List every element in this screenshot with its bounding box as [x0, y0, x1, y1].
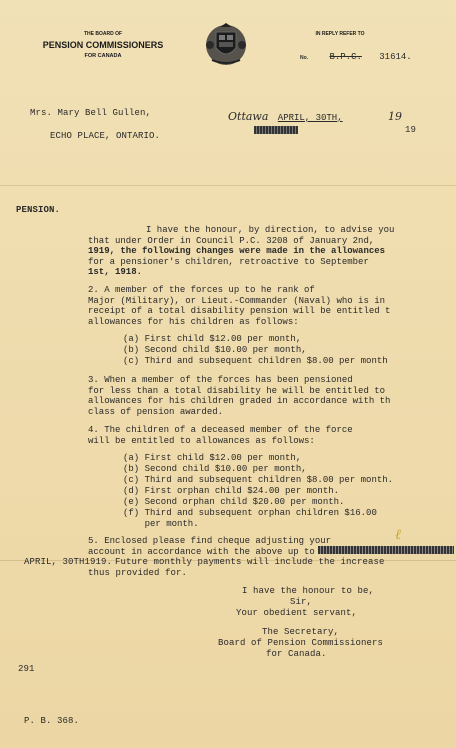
- ref-struck: B.P.C.: [329, 52, 362, 62]
- paragraph-4: 4. The children of a deceased member of the force will be entitled to allowances as follows:: [88, 425, 353, 446]
- paragraph-5: 5. Enclosed please find cheque adjusting your account in accordance with the above up to: [88, 536, 332, 557]
- board-small-label: THE BOARD OF: [83, 31, 123, 37]
- reply-refer-label: IN REPLY REFER TO: [315, 31, 365, 37]
- footer-pb: P. B. 368.: [24, 716, 80, 726]
- recipient-name: Mrs. Mary Bell Gullen,: [30, 108, 152, 118]
- signature-line2: Board of Pension Commissioners: [218, 638, 384, 648]
- para5-date-stamp: APRIL, 30TH1919.: [24, 557, 113, 567]
- letterhead-title: PENSION COMMISSIONERS: [42, 40, 164, 50]
- date-handwritten-city: Ottawa: [228, 110, 269, 123]
- footer-number: 291: [18, 664, 35, 674]
- para5-line4: thus provided for.: [88, 568, 188, 578]
- signature-line1: The Secretary,: [262, 627, 340, 637]
- para5-overstrike: [318, 546, 454, 554]
- list4-item-c: (c) Third and subsequent children $8.00 per month.: [123, 475, 394, 485]
- intro-paragraph: I have the honour, by direction, to advise you that under Order in Council P.C. 3208 of January 2nd, 1919, the following changes were made in the allowances for a pensioner's children, retroactive to September 1st, 1918.: [88, 225, 395, 277]
- ref-no-label: No.: [300, 55, 309, 61]
- subject-label: PENSION.: [16, 205, 61, 215]
- list2-item-c: (c) Third and subsequent children $8.00 per month: [123, 356, 388, 366]
- reference-number: [300, 52, 412, 62]
- closing-line2: Sir,: [290, 597, 313, 607]
- list4-item-e: (e) Second orphan child $20.00 per month.: [123, 497, 345, 507]
- ref-number: 31614.: [379, 52, 412, 62]
- para5-handwriting-icon: ℓ: [395, 527, 401, 543]
- list4-item-d: (d) First orphan child $24.00 per month.: [123, 486, 340, 496]
- list4-item-b: (b) Second child $10.00 per month,: [123, 464, 307, 474]
- closing-line1: I have the honour to be,: [242, 586, 375, 596]
- date-year-suffix: 19: [405, 125, 417, 135]
- list4-item-a: (a) First child $12.00 per month,: [123, 453, 302, 463]
- para5-line3: Future monthly payments will include the increase: [115, 557, 385, 567]
- date-overstrike: [254, 126, 298, 134]
- recipient-address: ECHO PLACE, ONTARIO.: [50, 131, 161, 141]
- date-typed: APRIL, 30TH,: [277, 113, 343, 123]
- list4-item-f-cont: per month.: [123, 519, 199, 529]
- paragraph-2: 2. A member of the forces up to he rank of Major (Military), or Lieut.-Commander (Naval) who is in receipt of a total disability pension will be entitled t allowances for his children as follows:: [88, 285, 391, 327]
- list2-item-b: (b) Second child $10.00 per month,: [123, 345, 307, 355]
- signature-line3: for Canada.: [266, 649, 327, 659]
- date-year-prefix: 19: [388, 110, 403, 123]
- coat-of-arms-icon: [203, 22, 249, 68]
- closing-line3: Your obedient servant,: [236, 608, 358, 618]
- list4-item-f: (f) Third and subsequent orphan children $16.00: [123, 508, 377, 518]
- date-line: [228, 110, 402, 123]
- paragraph-3: 3. When a member of the forces has been pensioned for less than a total disability he will be entitled to allowances for his children graded in accordance with th class of pension awarded.: [88, 375, 391, 417]
- list2-item-a: (a) First child $12.00 per month,: [123, 334, 302, 344]
- letterhead-for-canada: FOR CANADA: [84, 53, 122, 59]
